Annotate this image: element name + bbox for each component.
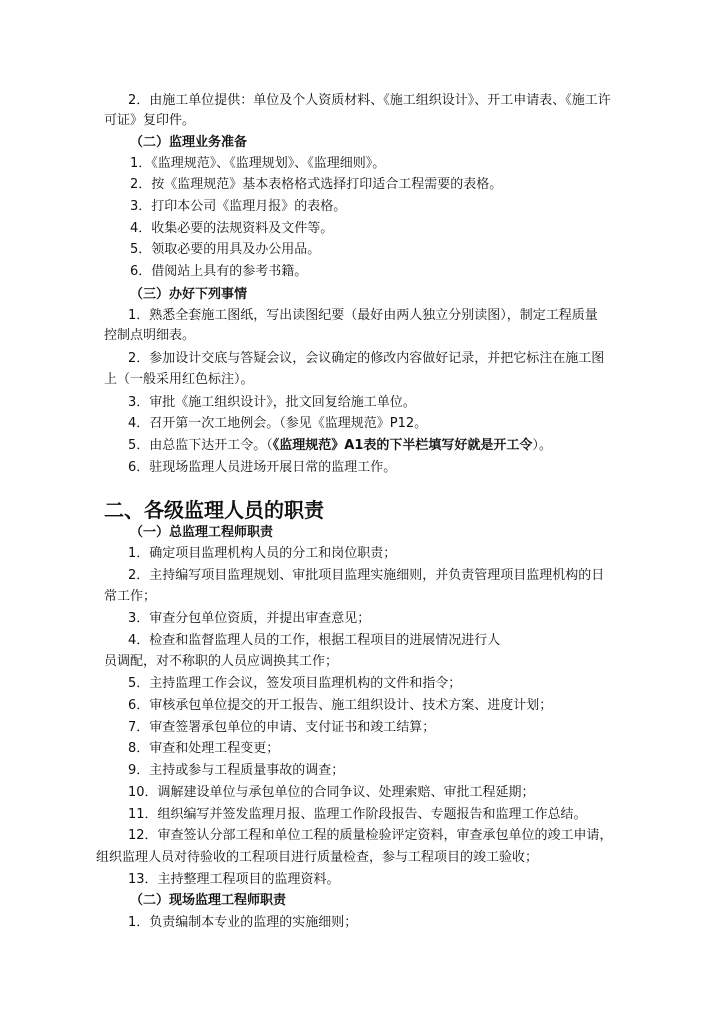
business-prep-item-3: 3．打印本公司《监理月报》的表格。 bbox=[130, 199, 347, 214]
section-heading-chief-engineer: （一）总监理工程师职责 bbox=[130, 525, 274, 540]
tasks-item-5-bold: 《监理规范》A1表的下半栏填写好就是开工令 bbox=[272, 438, 533, 453]
chief-duty-1: 1．确定项目监理机构人员的分工和岗位职责； bbox=[128, 546, 397, 561]
tasks-item-3: 3．审批《施工组织设计》，批文回复给施工单位。 bbox=[128, 395, 416, 410]
chief-duty-6: 6．审核承包单位提交的开工报告、施工组织设计、技术方案、进度计划； bbox=[128, 698, 553, 713]
chief-duty-12-line-2: 组织监理人员对待验收的工程项目进行质量检查，参与工程项目的竣工验收； bbox=[96, 850, 539, 865]
section-heading-site-engineer: （二）现场监理工程师职责 bbox=[130, 893, 287, 908]
business-prep-item-1: 1．《监理规范》、《监理规划》、《监理细则》。 bbox=[130, 156, 386, 171]
tasks-item-4: 4．召开第一次工地例会。（参见《监理规范》P12。 bbox=[128, 416, 428, 431]
chief-duty-13: 13．主持整理工程项目的监理资料。 bbox=[128, 872, 340, 887]
business-prep-item-4: 4．收集必要的法规资料及文件等。 bbox=[130, 221, 334, 236]
site-duty-1: 1．负责编制本专业的监理的实施细则； bbox=[128, 915, 358, 930]
business-prep-item-6: 6．借阅站上具有的参考书籍。 bbox=[130, 264, 308, 279]
chief-duty-4-line-2: 员调配，对不称职的人员应调换其工作； bbox=[104, 654, 339, 669]
tasks-item-5-pre: 5．由总监下达开工令。（ bbox=[128, 438, 273, 453]
tasks-item-2-line-1: 2．参加设计交底与答疑会议，会议确定的修改内容做好记录，并把它标注在施工图 bbox=[128, 351, 605, 366]
chief-duty-8: 8．审查和处理工程变更； bbox=[128, 741, 280, 756]
tasks-item-5 bbox=[128, 437, 552, 455]
prep-item-2-line-2: 可证》复印件。 bbox=[104, 113, 196, 128]
tasks-item-1-line-2: 控制点明细表。 bbox=[104, 328, 196, 343]
tasks-item-6: 6．驻现场监理人员进场开展日常的监理工作。 bbox=[128, 460, 397, 475]
tasks-item-1-line-1: 1．熟悉全套施工图纸，写出读图纪要（最好由两人独立分别读图），制定工程质量 bbox=[128, 308, 598, 323]
prep-item-2-line-1: 2．由施工单位提供：单位及个人资质材料、《施工组织设计》、开工申请表、《施工许 bbox=[128, 93, 611, 108]
chief-duty-2-line-1: 2．主持编写项目监理规划、审批项目监理实施细则，并负责管理项目监理机构的日 bbox=[128, 568, 605, 583]
tasks-item-2-line-2: 上（一般采用红色标注）。 bbox=[104, 372, 254, 387]
chief-duty-5: 5．主持监理工作会议，签发项目监理机构的文件和指令； bbox=[128, 676, 462, 691]
chief-duty-10: 10．调解建设单位与承包单位的合同争议、处理索赔、审批工程延期； bbox=[128, 785, 535, 800]
chief-duty-4-line-1: 4．检查和监督监理人员的工作，根据工程项目的进展情况进行人 bbox=[128, 633, 501, 648]
chief-duty-2-line-2: 常工作； bbox=[104, 589, 157, 604]
chief-duty-11: 11．组织编写并签发监理月报、监理工作阶段报告、专题报告和监理工作总结。 bbox=[128, 807, 587, 822]
section-heading-business-prep: （二）监理业务准备 bbox=[130, 135, 248, 150]
section-heading-tasks: （三）办好下列事情 bbox=[130, 287, 248, 302]
business-prep-item-2: 2．按《监理规范》基本表格格式选择打印适合工程需要的表格。 bbox=[130, 177, 503, 192]
tasks-item-5-post: ）。 bbox=[532, 438, 552, 453]
chief-duty-9: 9．主持或参与工程质量事故的调查； bbox=[128, 763, 345, 778]
chapter-heading-duties: 二、各级监理人员的职责 bbox=[104, 498, 324, 522]
business-prep-item-5: 5．领取必要的用具及办公用品。 bbox=[130, 242, 321, 257]
chief-duty-3: 3．审查分包单位资质，并提出审查意见； bbox=[128, 611, 371, 626]
chief-duty-12-line-1: 12．审查签认分部工程和单位工程的质量检验评定资料，审查承包单位的竣工申请， bbox=[128, 828, 613, 843]
chief-duty-7: 7．审查签署承包单位的申请、支付证书和竣工结算； bbox=[128, 720, 436, 735]
